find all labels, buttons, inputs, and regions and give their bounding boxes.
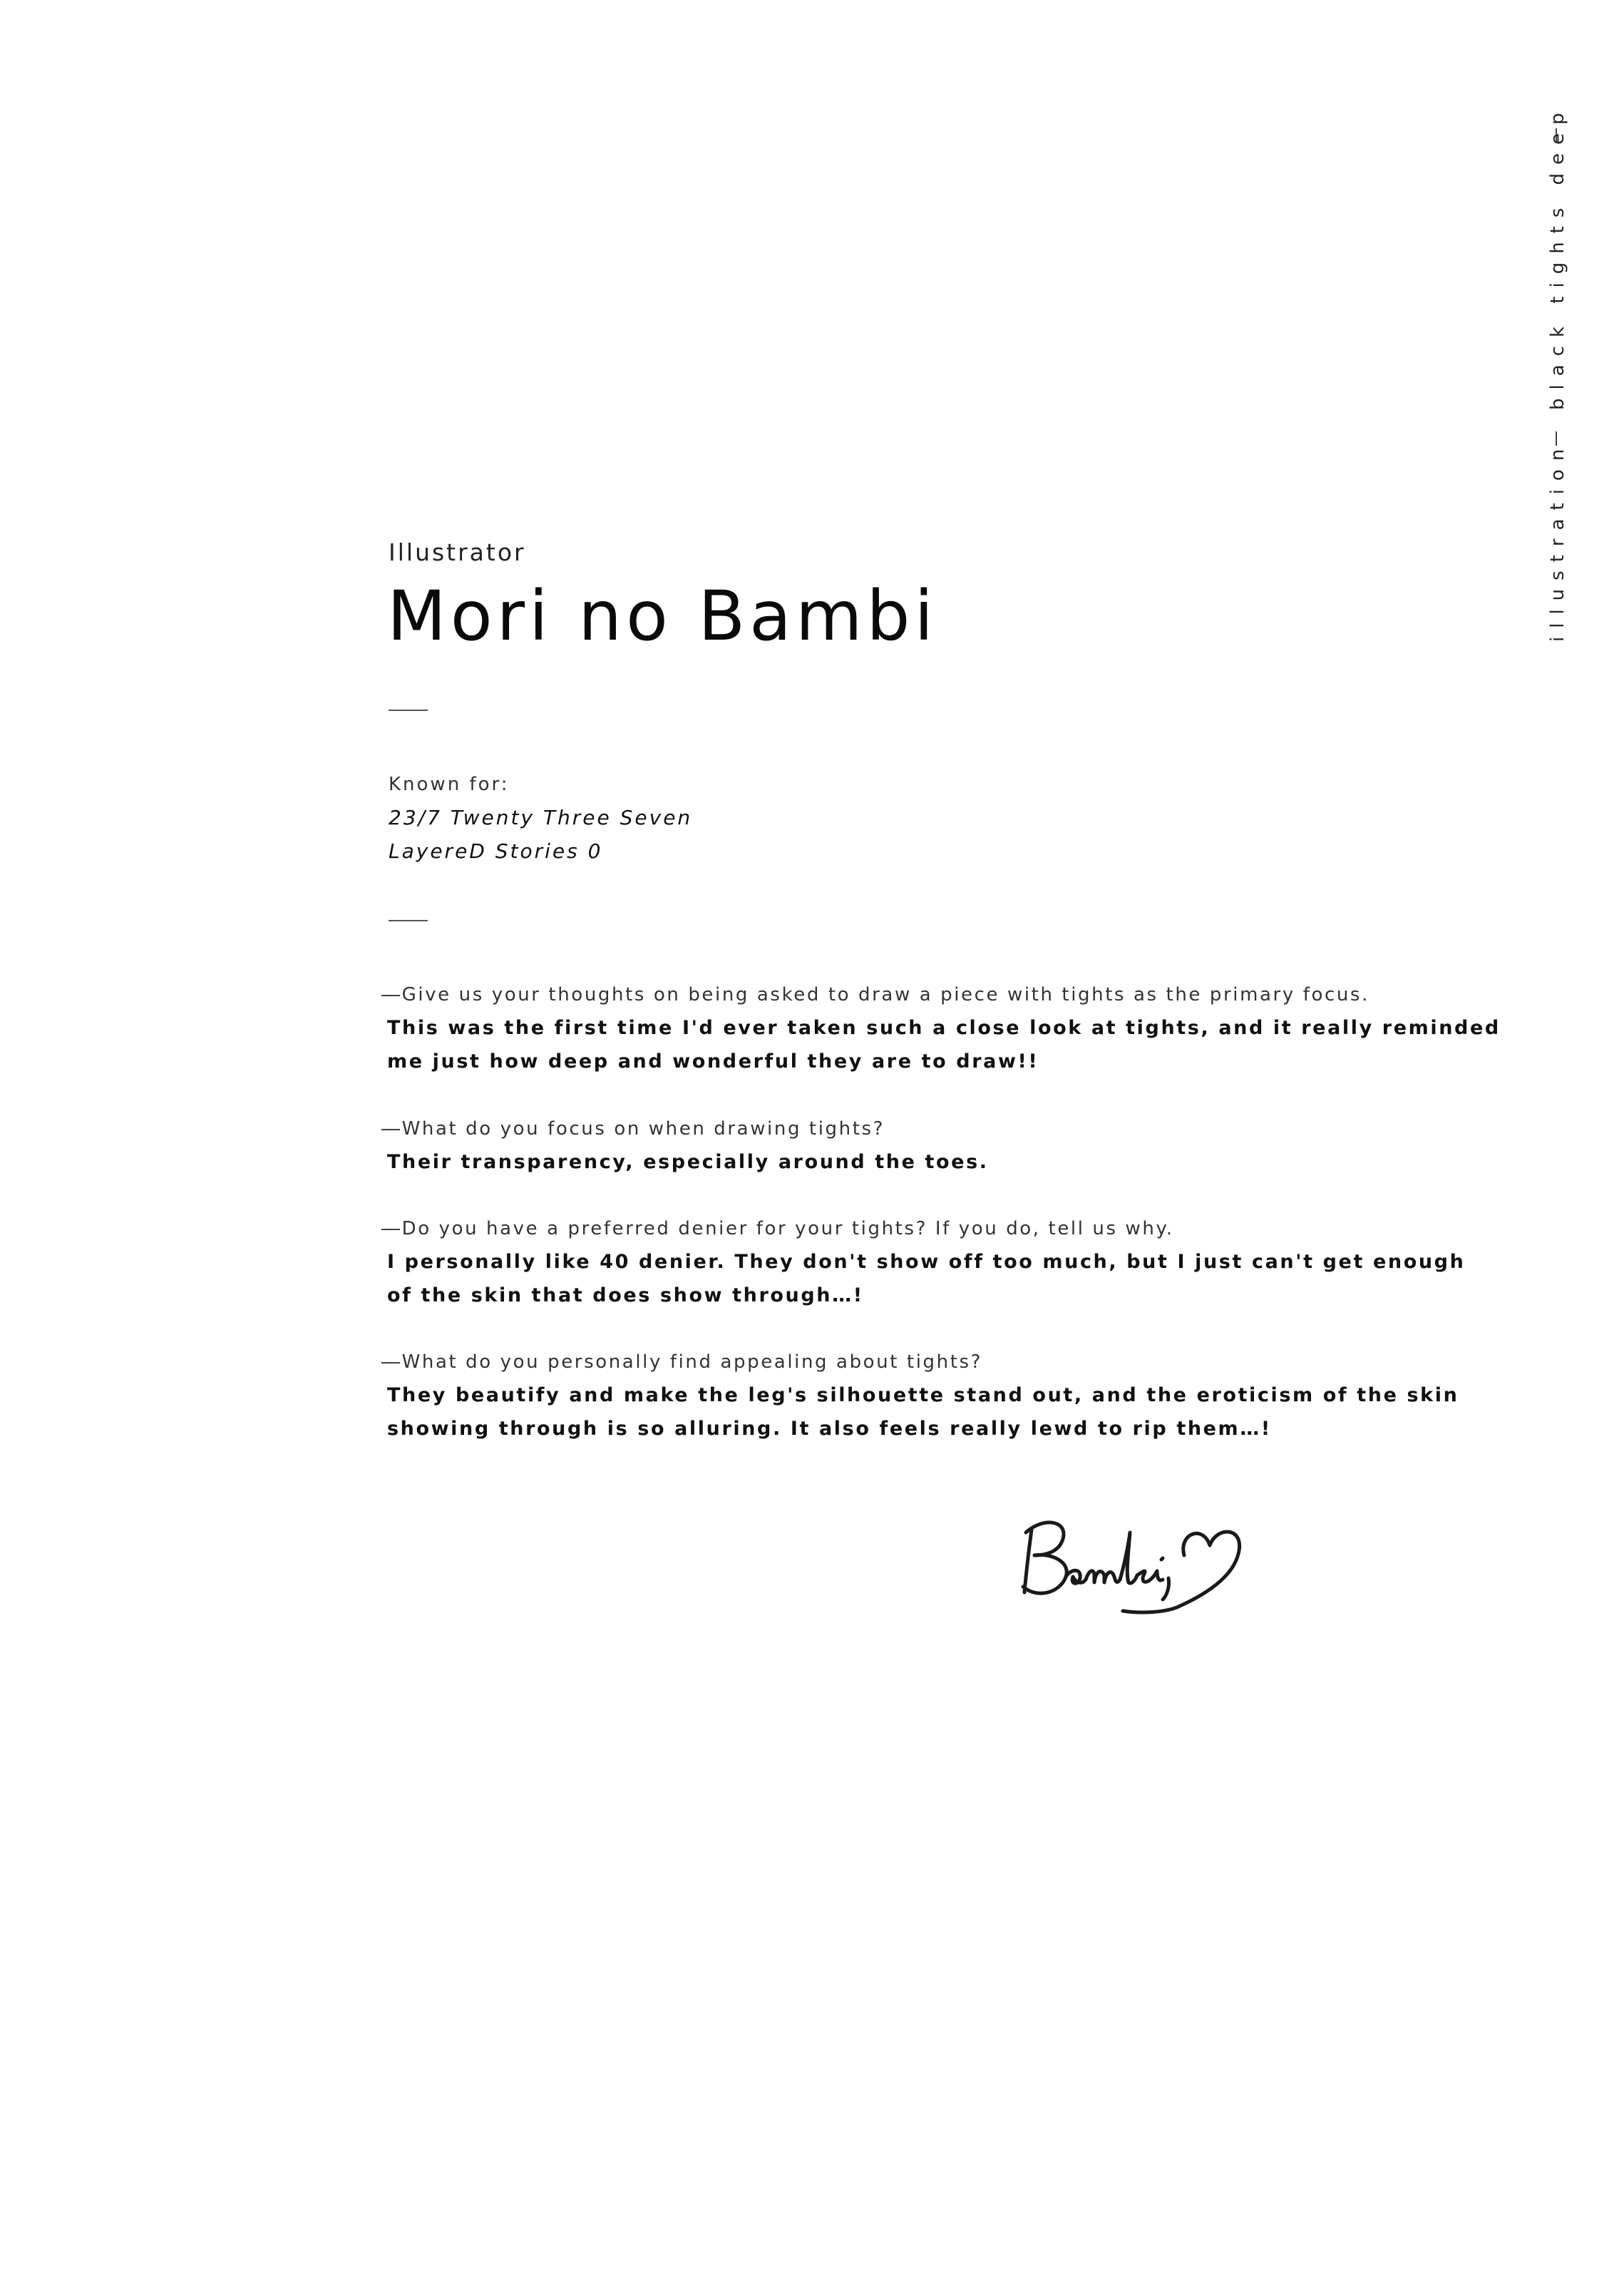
vertical-section-label [1547,104,1583,642]
work-title: LayereD Stories 0 [389,839,603,863]
answer-line: Their transparency, especially around the toes. [387,1151,989,1173]
role-label: Illustrator [389,538,526,566]
question: ―What do you focus on when drawing tights? [381,1118,885,1140]
signature [1016,1508,1273,1622]
answer-line: I personally like 40 denier. They don't show off too much, but I just can't get enough [387,1251,1466,1273]
known-for-label: Known for: [389,774,510,795]
answer-line: This was the first time I'd ever taken such a close look at tights, and it really reminded [387,1017,1501,1039]
question: ―What do you personally find appealing about tights? [381,1351,983,1373]
section-label-tights: black tights deep [1547,104,1568,410]
qa-item [381,1212,1466,1312]
divider [389,710,428,711]
work-title: 23/7 Twenty Three Seven [389,806,693,829]
answer-line: They beautify and make the leg's silhouette stand out, and the eroticism of the skin [387,1384,1459,1406]
answer-line: showing through is so alluring. It also feels really lewd to rip them…! [387,1418,1272,1440]
qa-item [381,978,1501,1078]
qa-item [381,1346,1459,1446]
qa-item [381,1112,1379,1179]
signature-drawing [1016,1508,1273,1622]
answer-line: me just how deep and wonderful they are to draw!! [387,1050,1039,1073]
question: ―Give us your thoughts on being asked to draw a piece with tights as the primary focus. [381,984,1369,1006]
page-title: Mori no Bambi [387,576,938,656]
divider [389,920,428,921]
answer-line: of the skin that does show through…! [387,1284,864,1306]
question: ―Do you have a preferred denier for your tights? If you do, tell us why. [381,1218,1174,1239]
section-label-illustration: illustration [1547,440,1568,642]
